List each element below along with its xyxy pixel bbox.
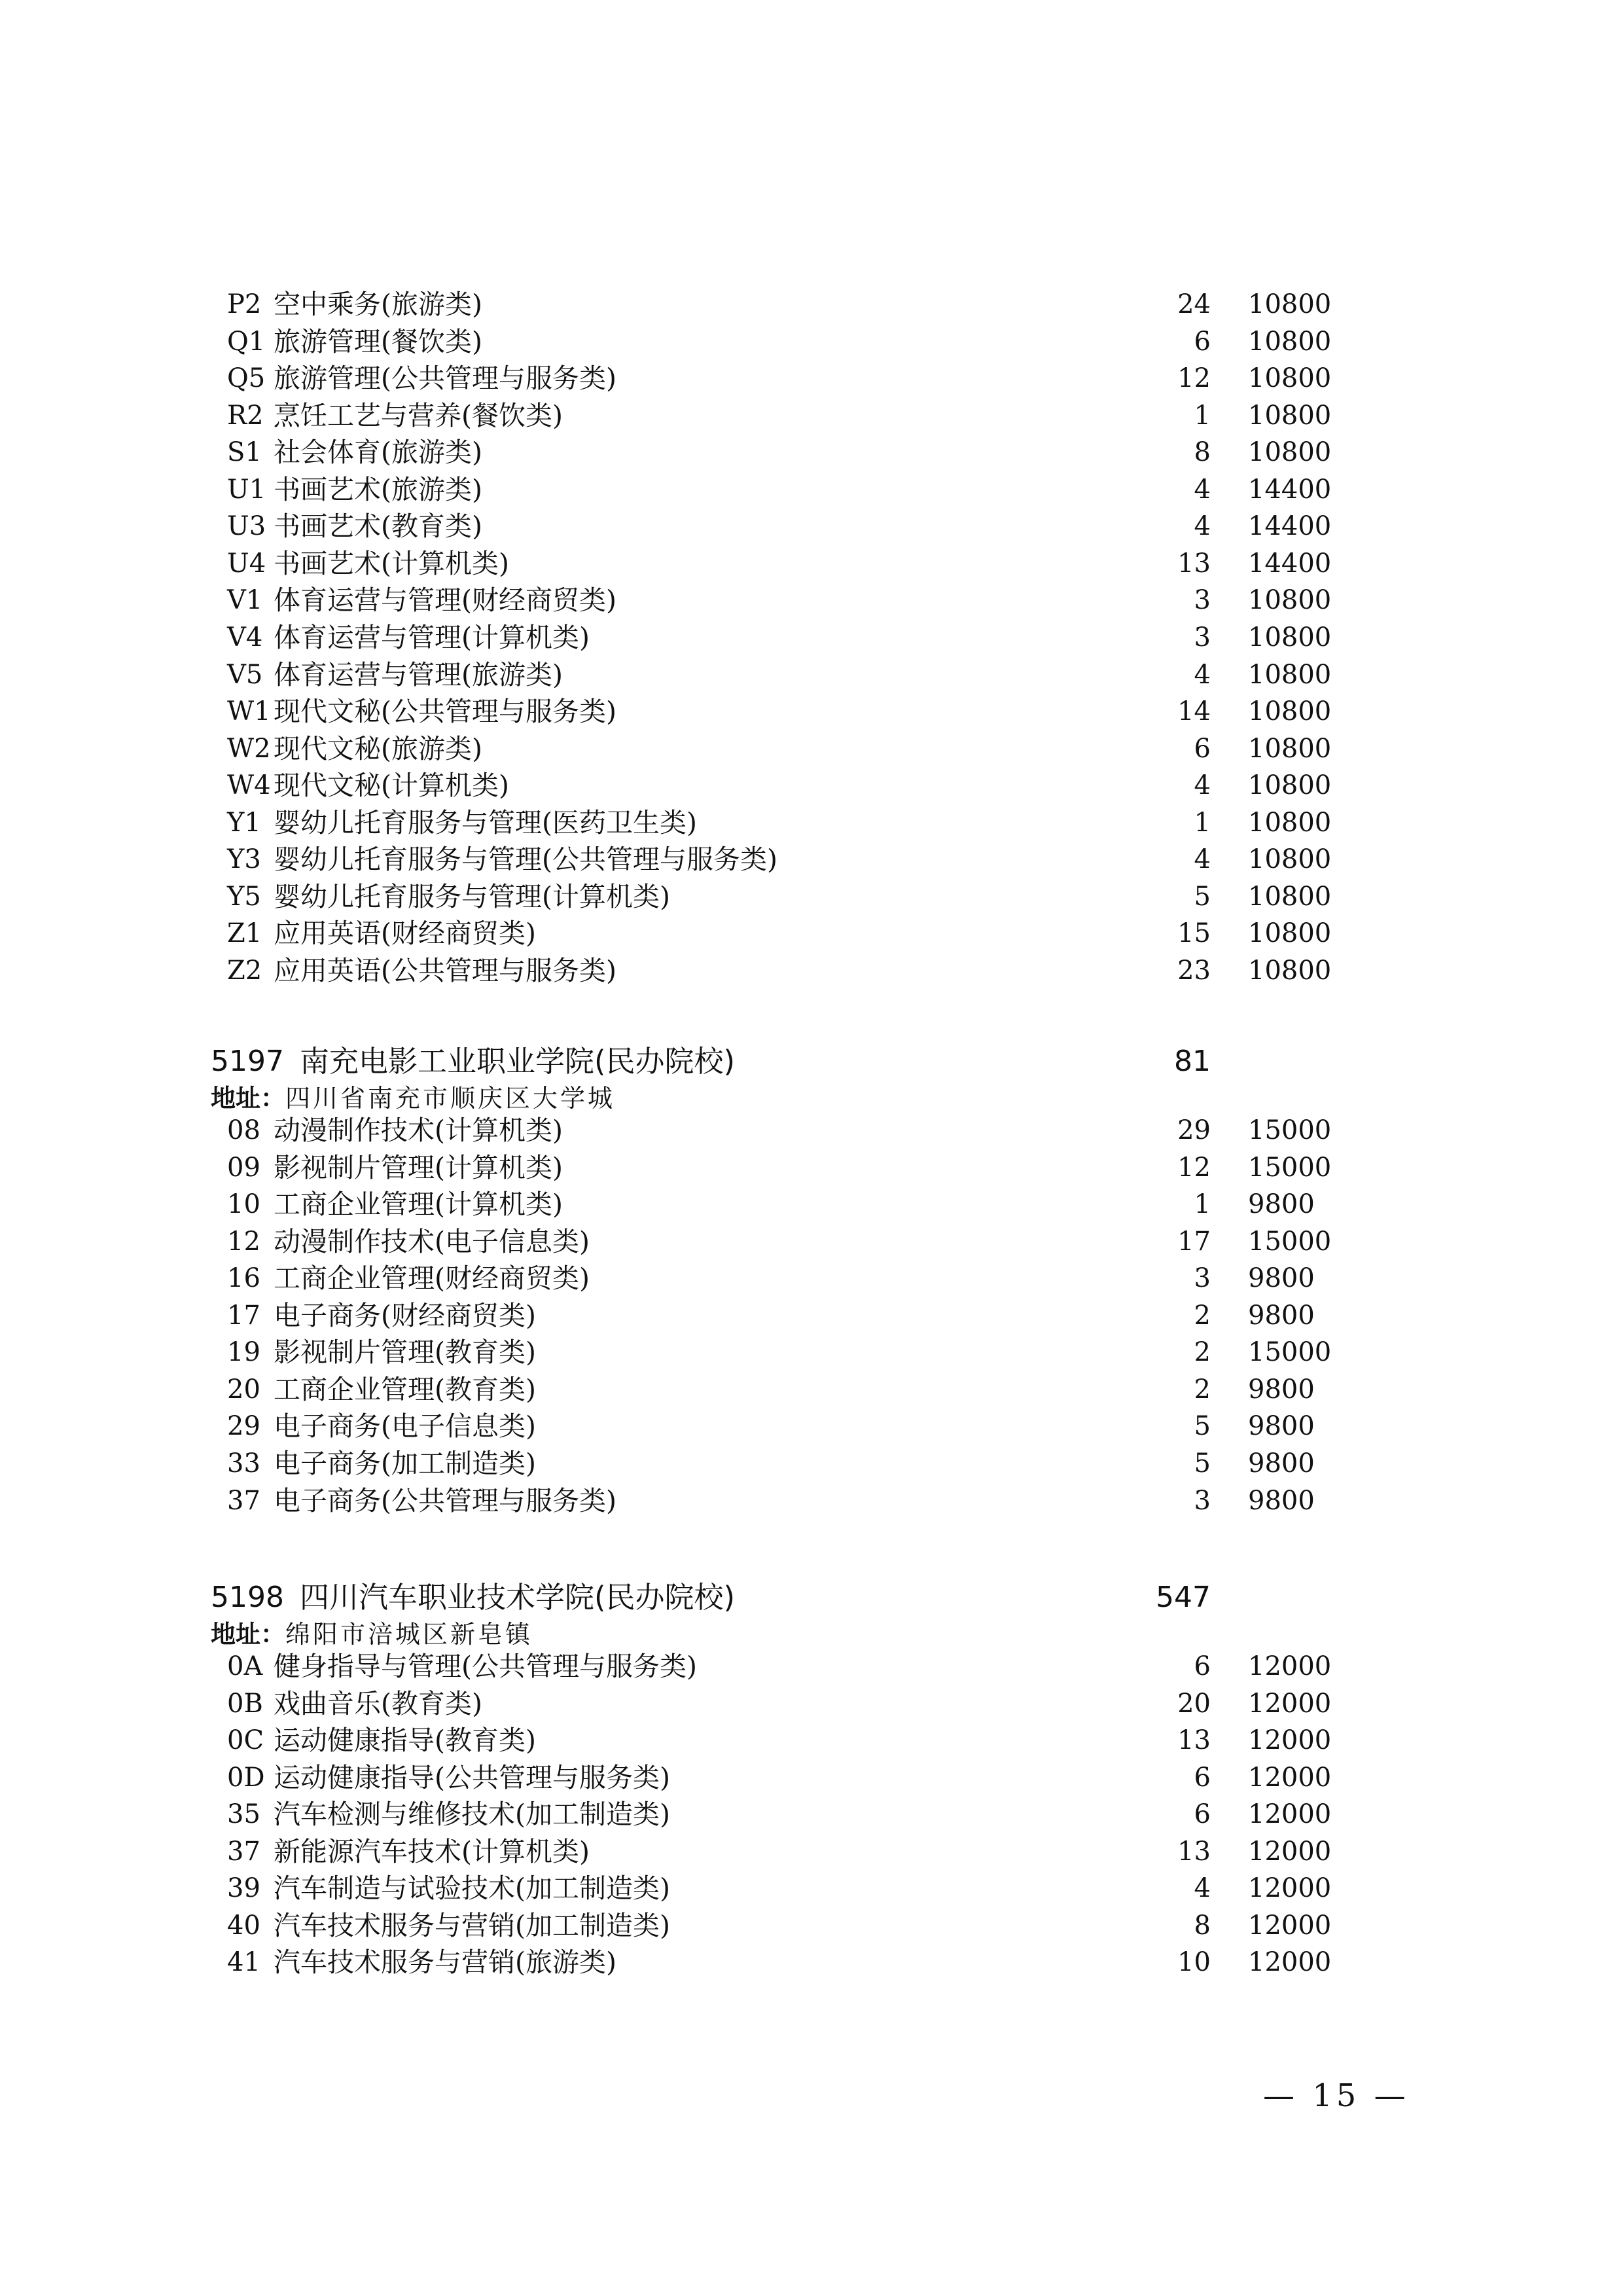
program-fee: 9800 (1248, 1374, 1315, 1405)
program-name: 现代文秘(计算机类) (274, 770, 509, 802)
program-name: 空中乘务(旅游类) (274, 289, 482, 320)
program-code: 41 (227, 1947, 260, 1978)
program-count: 13 (1177, 1836, 1211, 1867)
program-code: Q5 (227, 363, 266, 394)
program-fee: 10800 (1248, 326, 1332, 357)
program-row (0, 1833, 1623, 1870)
program-fee: 10800 (1248, 400, 1332, 431)
program-name: 工商企业管理(教育类) (274, 1373, 536, 1405)
address-text: 四川省南充市顺庆区大学城 (285, 1084, 616, 1113)
program-fee: 10800 (1248, 955, 1332, 986)
program-code: Q1 (227, 326, 266, 357)
program-count: 6 (1194, 1762, 1211, 1793)
program-code: 37 (227, 1836, 260, 1867)
program-name: 汽车检测与维修技术(加工制造类) (274, 1799, 670, 1831)
program-count: 13 (1177, 548, 1211, 579)
program-count: 2 (1194, 1300, 1211, 1331)
program-row (0, 1445, 1623, 1482)
program-name: 动漫制作技术(电子信息类) (274, 1225, 590, 1257)
school-name: 南充电影工业职业学院(民办院校) (300, 1044, 736, 1079)
program-code: Z1 (227, 918, 262, 949)
program-count: 4 (1194, 474, 1211, 505)
program-row (0, 619, 1623, 656)
program-count: 24 (1177, 289, 1211, 319)
program-fee: 12000 (1248, 1873, 1332, 1904)
program-fee: 12000 (1248, 1910, 1332, 1941)
program-count: 3 (1194, 1485, 1211, 1516)
program-count: 1 (1194, 807, 1211, 838)
program-name: 婴幼儿托育服务与管理(公共管理与服务类) (274, 844, 777, 876)
program-fee: 14400 (1248, 474, 1332, 505)
program-count: 4 (1194, 844, 1211, 875)
program-fee: 10800 (1248, 289, 1332, 319)
program-fee: 10800 (1248, 770, 1332, 801)
program-count: 3 (1194, 622, 1211, 653)
program-code: Z2 (227, 955, 262, 986)
page-number: — 15 — (1263, 2077, 1410, 2114)
program-count: 2 (1194, 1374, 1211, 1405)
program-row (0, 471, 1623, 508)
program-name: 烹饪工艺与营养(餐饮类) (274, 399, 563, 431)
program-row (0, 1907, 1623, 1944)
program-count: 3 (1194, 585, 1211, 616)
program-count: 14 (1177, 696, 1211, 727)
program-name: 社会体育(旅游类) (274, 437, 482, 469)
program-code: 10 (227, 1189, 260, 1220)
program-fee: 12000 (1248, 1725, 1332, 1756)
program-name: 影视制片管理(计算机类) (274, 1151, 563, 1183)
program-row (0, 693, 1623, 730)
program-code: 39 (227, 1873, 260, 1904)
school-code: 5198 (211, 1581, 284, 1614)
program-fee: 10800 (1248, 585, 1332, 616)
program-count: 6 (1194, 1651, 1211, 1681)
program-name: 书画艺术(教育类) (274, 511, 482, 543)
program-count: 1 (1194, 1189, 1211, 1220)
program-name: 新能源汽车技术(计算机类) (274, 1835, 590, 1867)
program-fee: 9800 (1248, 1411, 1315, 1442)
program-fee: 12000 (1248, 1651, 1332, 1681)
program-row (0, 1944, 1623, 1981)
program-name: 影视制片管理(教育类) (274, 1336, 536, 1369)
program-code: 17 (227, 1300, 260, 1331)
program-fee: 9800 (1248, 1189, 1315, 1220)
program-fee: 12000 (1248, 1688, 1332, 1719)
program-row (0, 1648, 1623, 1685)
program-code: W1 (227, 696, 271, 727)
program-row (0, 1408, 1623, 1444)
program-code: 19 (227, 1337, 260, 1368)
program-count: 12 (1177, 1152, 1211, 1183)
program-row (0, 1722, 1623, 1759)
program-count: 17 (1177, 1226, 1211, 1257)
program-row (0, 1759, 1623, 1796)
program-name: 电子商务(加工制造类) (274, 1447, 536, 1479)
program-name: 运动健康指导(教育类) (274, 1725, 536, 1757)
program-count: 5 (1194, 1411, 1211, 1442)
program-row (0, 582, 1623, 619)
program-name: 健身指导与管理(公共管理与服务类) (274, 1651, 697, 1682)
program-count: 2 (1194, 1337, 1211, 1368)
program-code: 08 (227, 1115, 260, 1145)
program-count: 8 (1194, 1910, 1211, 1941)
program-fee: 9800 (1248, 1485, 1315, 1516)
program-count: 13 (1177, 1725, 1211, 1756)
program-fee: 15000 (1248, 1152, 1332, 1183)
program-code: V5 (227, 659, 263, 690)
program-row (0, 508, 1623, 545)
program-row (0, 286, 1623, 323)
program-fee: 10800 (1248, 622, 1332, 653)
program-row (0, 1297, 1623, 1334)
program-row (0, 1371, 1623, 1408)
program-code: 35 (227, 1799, 260, 1830)
program-count: 6 (1194, 733, 1211, 764)
program-name: 现代文秘(旅游类) (274, 732, 482, 764)
program-row (0, 1186, 1623, 1223)
program-fee: 15000 (1248, 1226, 1332, 1257)
school-total-quota: 547 (1156, 1581, 1211, 1614)
program-row (0, 323, 1623, 360)
program-name: 应用英语(公共管理与服务类) (274, 954, 616, 986)
school-address (211, 1081, 1258, 1115)
program-name: 书画艺术(计算机类) (274, 547, 509, 579)
program-name: 体育运营与管理(财经商贸类) (274, 584, 616, 617)
program-code: V4 (227, 622, 263, 653)
program-code: Y3 (227, 844, 261, 875)
program-count: 20 (1177, 1688, 1211, 1719)
program-row (0, 804, 1623, 841)
program-fee: 9800 (1248, 1263, 1315, 1294)
program-code: P2 (227, 289, 262, 319)
program-row (0, 1112, 1623, 1149)
program-code: U3 (227, 511, 266, 542)
program-code: 20 (227, 1374, 260, 1405)
program-fee: 10800 (1248, 696, 1332, 727)
program-code: 37 (227, 1485, 260, 1516)
program-row (0, 767, 1623, 804)
program-count: 15 (1177, 918, 1211, 949)
program-name: 运动健康指导(公共管理与服务类) (274, 1761, 670, 1793)
program-name: 体育运营与管理(旅游类) (274, 658, 563, 691)
program-fee: 15000 (1248, 1337, 1332, 1368)
program-row (0, 730, 1623, 767)
program-code: 40 (227, 1910, 260, 1941)
program-row (0, 1685, 1623, 1722)
program-row (0, 915, 1623, 952)
program-code: Y5 (227, 881, 261, 912)
program-code: 16 (227, 1263, 260, 1294)
program-count: 6 (1194, 1799, 1211, 1830)
program-name: 汽车制造与试验技术(加工制造类) (274, 1873, 670, 1905)
program-code: 29 (227, 1411, 260, 1442)
program-fee: 10800 (1248, 844, 1332, 875)
program-code: 33 (227, 1448, 260, 1479)
school-header (0, 1041, 1623, 1083)
program-row (0, 1482, 1623, 1519)
program-count: 5 (1194, 1448, 1211, 1479)
school-code: 5197 (211, 1045, 284, 1078)
program-code: S1 (227, 437, 262, 468)
program-code: Y1 (227, 807, 261, 838)
program-code: W4 (227, 770, 271, 801)
program-name: 现代文秘(公共管理与服务类) (274, 696, 616, 728)
program-fee: 10800 (1248, 659, 1332, 690)
program-name: 体育运营与管理(计算机类) (274, 621, 590, 653)
program-fee: 9800 (1248, 1448, 1315, 1479)
program-fee: 10800 (1248, 437, 1332, 468)
program-count: 8 (1194, 437, 1211, 468)
school-header (0, 1577, 1623, 1619)
program-row (0, 1334, 1623, 1371)
program-code: U1 (227, 474, 266, 505)
program-name: 电子商务(公共管理与服务类) (274, 1484, 616, 1516)
program-name: 电子商务(财经商贸类) (274, 1299, 536, 1331)
program-fee: 10800 (1248, 881, 1332, 912)
program-fee: 10800 (1248, 363, 1332, 394)
address-label: 地址： (211, 1620, 286, 1649)
program-count: 4 (1194, 659, 1211, 690)
program-code: R2 (227, 400, 264, 431)
program-row (0, 1223, 1623, 1260)
address-label: 地址： (211, 1084, 286, 1113)
program-name: 婴幼儿托育服务与管理(医药卫生类) (274, 806, 697, 838)
program-row (0, 1870, 1623, 1907)
school-address (211, 1617, 1258, 1651)
program-code: 0C (227, 1725, 264, 1756)
program-code: 0A (227, 1651, 263, 1681)
program-count: 4 (1194, 770, 1211, 801)
program-row (0, 1260, 1623, 1297)
program-name: 旅游管理(餐饮类) (274, 325, 482, 357)
program-fee: 15000 (1248, 1115, 1332, 1145)
program-count: 4 (1194, 1873, 1211, 1904)
program-name: 戏曲音乐(教育类) (274, 1687, 482, 1719)
program-name: 婴幼儿托育服务与管理(计算机类) (274, 880, 670, 912)
program-count: 10 (1177, 1947, 1211, 1978)
program-fee: 14400 (1248, 548, 1332, 579)
program-count: 5 (1194, 881, 1211, 912)
program-count: 1 (1194, 400, 1211, 431)
program-name: 电子商务(电子信息类) (274, 1410, 536, 1443)
program-row (0, 434, 1623, 471)
program-fee: 14400 (1248, 511, 1332, 542)
program-count: 4 (1194, 511, 1211, 542)
program-code: U4 (227, 548, 266, 579)
program-fee: 12000 (1248, 1762, 1332, 1793)
program-name: 工商企业管理(计算机类) (274, 1189, 563, 1221)
program-name: 汽车技术服务与营销(旅游类) (274, 1946, 616, 1979)
program-row (0, 1149, 1623, 1186)
program-name: 应用英语(财经商贸类) (274, 918, 536, 950)
program-code: W2 (227, 733, 271, 764)
program-fee: 9800 (1248, 1300, 1315, 1331)
program-row (0, 1796, 1623, 1833)
program-row (0, 545, 1623, 582)
program-row (0, 360, 1623, 397)
program-name: 书画艺术(旅游类) (274, 473, 482, 505)
program-row (0, 656, 1623, 693)
program-code: V1 (227, 585, 263, 616)
program-count: 12 (1177, 363, 1211, 394)
program-fee: 12000 (1248, 1947, 1332, 1978)
program-name: 动漫制作技术(计算机类) (274, 1115, 563, 1146)
program-fee: 10800 (1248, 733, 1332, 764)
program-code: 0D (227, 1762, 265, 1793)
program-code: 09 (227, 1152, 260, 1183)
program-fee: 12000 (1248, 1799, 1332, 1830)
program-count: 6 (1194, 326, 1211, 357)
program-name: 汽车技术服务与营销(加工制造类) (274, 1909, 670, 1941)
school-total-quota: 81 (1174, 1045, 1211, 1078)
program-row (0, 878, 1623, 915)
program-count: 3 (1194, 1263, 1211, 1294)
program-row (0, 841, 1623, 878)
program-row (0, 952, 1623, 989)
address-text: 绵阳市涪城区新皂镇 (285, 1620, 533, 1649)
program-count: 23 (1177, 955, 1211, 986)
program-row (0, 397, 1623, 434)
program-name: 旅游管理(公共管理与服务类) (274, 363, 616, 395)
program-code: 0B (227, 1688, 263, 1719)
program-code: 12 (227, 1226, 260, 1257)
school-name: 四川汽车职业技术学院(民办院校) (300, 1580, 736, 1615)
program-fee: 12000 (1248, 1836, 1332, 1867)
program-fee: 10800 (1248, 807, 1332, 838)
program-fee: 10800 (1248, 918, 1332, 949)
program-count: 29 (1177, 1115, 1211, 1145)
program-name: 工商企业管理(财经商贸类) (274, 1263, 590, 1295)
